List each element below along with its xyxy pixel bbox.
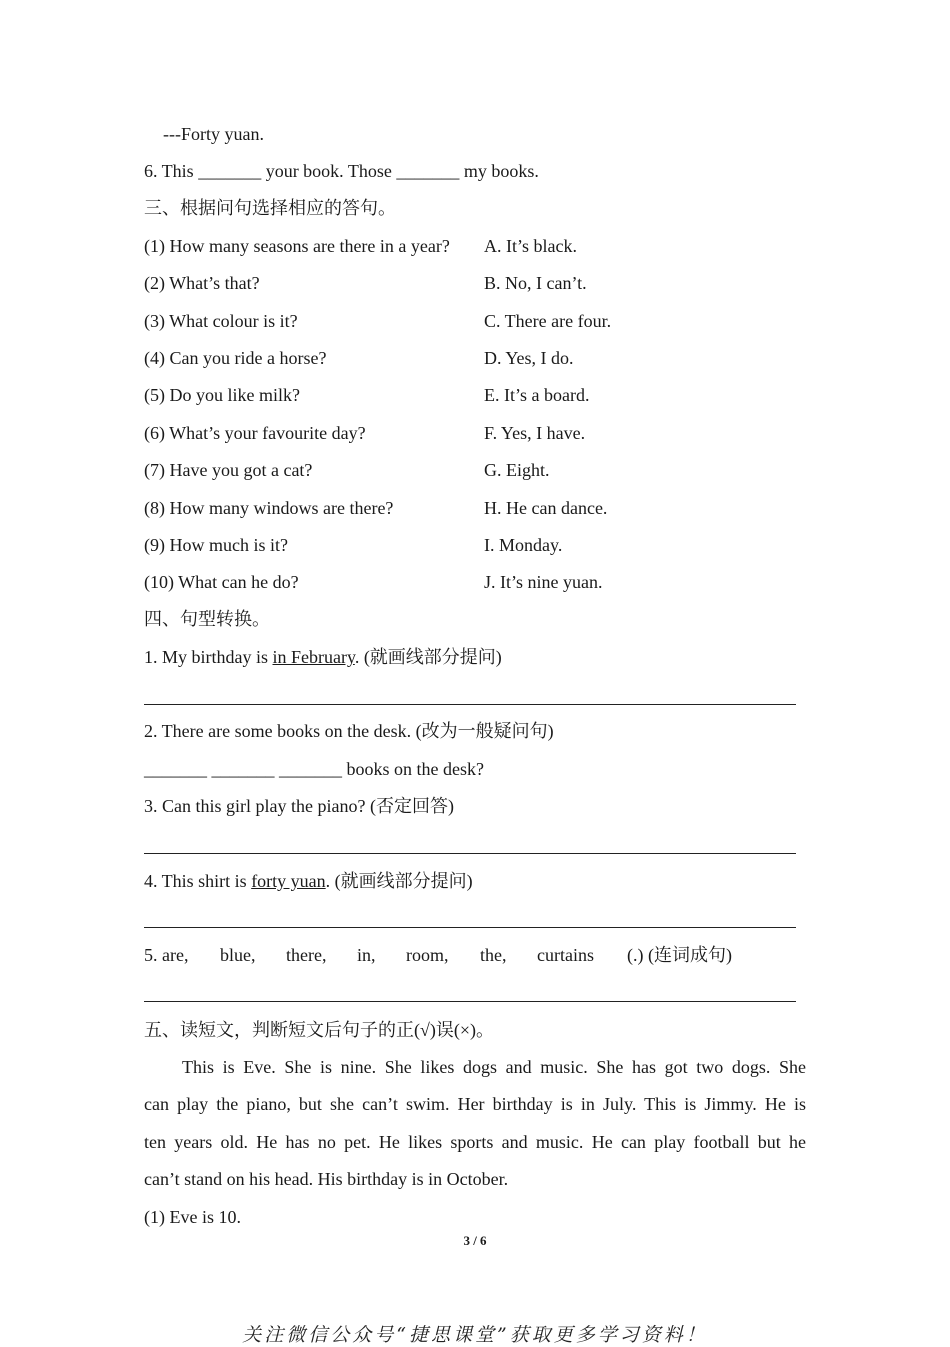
s4-q5-word: 5. are, — [144, 945, 189, 965]
s4-q4-post: . (就画线部分提问) — [325, 871, 473, 891]
answer: I. Monday. — [484, 535, 563, 555]
answer: D. Yes, I do. — [484, 348, 574, 368]
answer: F. Yes, I have. — [484, 423, 586, 443]
question: (4) Can you ride a horse? — [144, 348, 327, 368]
s5-q1: (1) Eve is 10. — [144, 1207, 241, 1227]
passage-line: This is Eve. She is nine. She likes dogs and music. She has got two dogs. She — [182, 1057, 806, 1077]
section5-title: 五、读短文，判断短文后句子的正(√)误(×)。 — [144, 1020, 495, 1040]
s4-q5-word: (.) (连词成句) — [627, 945, 732, 965]
item6-mid: your book. Those — [265, 161, 392, 181]
s4-q1 — [144, 646, 502, 668]
s4-q4-pre: 4. This shirt is — [144, 871, 252, 891]
s4-q4-underlined: forty yuan — [251, 871, 326, 891]
passage-line: can play the piano, but she can’t swim. Her birthday is in July. This is Jimmy. He is — [144, 1094, 806, 1115]
section3-title: 三、根据问句选择相应的答句。 — [144, 198, 396, 218]
item6-num: 6. This — [144, 161, 194, 181]
page-number: 3 / 6 — [463, 1233, 487, 1248]
s4-q5-word: in, — [357, 945, 376, 965]
s4-q5-word: the, — [480, 945, 507, 965]
s4-q1-underlined: in February — [272, 647, 355, 667]
s4-q4 — [144, 870, 473, 892]
question: (2) What’s that? — [144, 273, 260, 293]
answer-line[interactable] — [144, 927, 796, 928]
s4-q5-word: curtains — [537, 945, 594, 965]
answer-line[interactable] — [144, 853, 796, 854]
answer: B. No, I can’t. — [484, 273, 587, 293]
answer: C. There are four. — [484, 311, 612, 331]
item6-end: my books. — [463, 161, 539, 181]
answer: G. Eight. — [484, 460, 550, 480]
question: (6) What’s your favourite day? — [144, 423, 366, 443]
s4-q2-end: books on the desk? — [346, 759, 484, 779]
question: (8) How many windows are there? — [144, 498, 394, 518]
s4-q1-post: . (就画线部分提问) — [354, 647, 502, 667]
answer: E. It’s a board. — [484, 385, 590, 405]
answer: H. He can dance. — [484, 498, 608, 518]
footer-note: 关注微信公众号“捷思课堂”获取更多学习资料！ — [242, 1324, 708, 1346]
answer: J. It’s nine yuan. — [484, 572, 603, 592]
s4-q5-word: room, — [406, 945, 449, 965]
s4-q2-fill — [144, 758, 484, 780]
item6-blank2: _______ — [396, 161, 460, 181]
question: (5) Do you like milk? — [144, 385, 300, 405]
reading-passage — [144, 1049, 806, 1199]
question: (1) How many seasons are there in a year? — [144, 236, 450, 256]
item6-blank1: _______ — [198, 161, 262, 181]
question: (10) What can he do? — [144, 572, 299, 592]
question: (3) What colour is it? — [144, 311, 298, 331]
fill-item-6 — [144, 160, 539, 182]
top-answer: ---Forty yuan. — [163, 124, 264, 144]
s4-q1-pre: 1. My birthday is — [144, 647, 273, 667]
passage-line: can’t stand on his head. His birthday is in October. — [144, 1169, 509, 1190]
s4-q2-blanks: _______ _______ _______ — [144, 759, 342, 779]
section4-title: 四、句型转换。 — [144, 609, 270, 629]
question: (9) How much is it? — [144, 535, 288, 555]
s4-q5-word: there, — [286, 945, 327, 965]
passage-line: ten years old. He has no pet. He likes sports and music. He can play football but he — [144, 1131, 806, 1152]
question: (7) Have you got a cat? — [144, 460, 313, 480]
s4-q5-word: blue, — [220, 945, 256, 965]
s4-q3: 3. Can this girl play the piano? (否定回答) — [144, 796, 454, 816]
answer-line[interactable] — [144, 704, 796, 705]
answer-line[interactable] — [144, 1001, 796, 1002]
answer: A. It’s black. — [484, 236, 577, 256]
s4-q2: 2. There are some books on the desk. (改为一般疑问句) — [144, 721, 554, 741]
